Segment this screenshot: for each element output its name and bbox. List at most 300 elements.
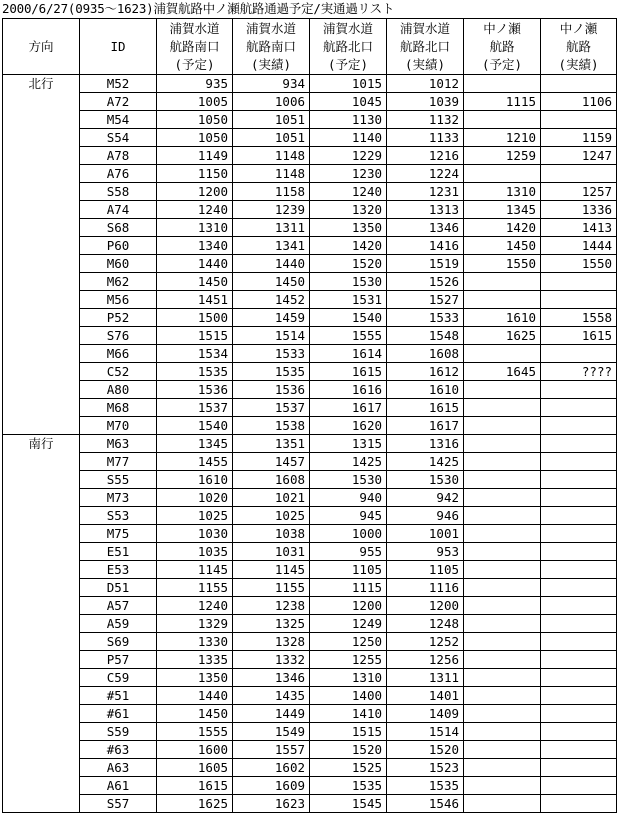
table-row [3, 471, 617, 489]
time-cell: 1555 [157, 723, 233, 741]
table-body [3, 75, 617, 813]
time-cell [464, 705, 541, 723]
time-cell [541, 111, 617, 129]
time-cell: 1540 [157, 417, 233, 435]
time-cell: 1536 [233, 381, 310, 399]
id-cell: M52 [80, 75, 157, 93]
header-uraga-north-actual [387, 19, 464, 75]
time-cell: 1320 [310, 201, 387, 219]
time-cell: 1015 [310, 75, 387, 93]
time-cell [541, 291, 617, 309]
time-cell: 1050 [157, 111, 233, 129]
table-row [3, 489, 617, 507]
time-cell [464, 669, 541, 687]
time-cell [464, 453, 541, 471]
time-cell: 1602 [233, 759, 310, 777]
time-cell: 1617 [387, 417, 464, 435]
table-row [3, 741, 617, 759]
table-row [3, 579, 617, 597]
time-cell: 935 [157, 75, 233, 93]
time-cell [464, 345, 541, 363]
id-cell: S54 [80, 129, 157, 147]
time-cell: 1216 [387, 147, 464, 165]
table-row [3, 237, 617, 255]
time-cell: 1608 [233, 471, 310, 489]
time-cell [464, 471, 541, 489]
time-cell: 1531 [310, 291, 387, 309]
page-title: 2000/6/27(0935～1623)浦賀航路中ノ瀬航路通過予定/実通過リスト [2, 1, 395, 16]
time-cell: 1420 [310, 237, 387, 255]
table-row [3, 111, 617, 129]
time-cell: 1440 [157, 255, 233, 273]
time-cell: 1051 [233, 129, 310, 147]
header-uraga-south-plan [157, 19, 233, 75]
id-cell: M73 [80, 489, 157, 507]
time-cell [464, 615, 541, 633]
time-cell: 1105 [310, 561, 387, 579]
id-cell: A76 [80, 165, 157, 183]
time-cell: 1435 [233, 687, 310, 705]
time-cell [464, 687, 541, 705]
time-cell: 1444 [541, 237, 617, 255]
time-cell [541, 417, 617, 435]
time-cell [464, 111, 541, 129]
time-cell: 1500 [157, 309, 233, 327]
time-cell [541, 795, 617, 813]
table-row [3, 345, 617, 363]
time-cell: 1051 [233, 111, 310, 129]
time-cell: 1401 [387, 687, 464, 705]
time-cell [464, 651, 541, 669]
time-cell: 1425 [387, 453, 464, 471]
time-cell: 1200 [310, 597, 387, 615]
time-cell: 1145 [233, 561, 310, 579]
table-row [3, 525, 617, 543]
id-cell: M70 [80, 417, 157, 435]
id-cell: M75 [80, 525, 157, 543]
time-cell: 1615 [387, 399, 464, 417]
time-cell: 1039 [387, 93, 464, 111]
time-cell: 1248 [387, 615, 464, 633]
time-cell: 1224 [387, 165, 464, 183]
time-cell: 1409 [387, 705, 464, 723]
id-cell: A72 [80, 93, 157, 111]
time-cell: 1038 [233, 525, 310, 543]
table-row [3, 183, 617, 201]
table-row [3, 417, 617, 435]
time-cell: 1548 [387, 327, 464, 345]
time-cell: 1538 [233, 417, 310, 435]
time-cell: 1030 [157, 525, 233, 543]
time-cell [541, 615, 617, 633]
time-cell: 1526 [387, 273, 464, 291]
time-cell: 1200 [157, 183, 233, 201]
header-line: 航路 [565, 38, 591, 54]
time-cell: 1609 [233, 777, 310, 795]
time-cell: 1450 [464, 237, 541, 255]
time-cell: 1533 [387, 309, 464, 327]
time-cell [464, 273, 541, 291]
time-cell: 1614 [310, 345, 387, 363]
time-cell: 1523 [387, 759, 464, 777]
time-cell: 945 [310, 507, 387, 525]
id-cell: S76 [80, 327, 157, 345]
time-cell: 1535 [310, 777, 387, 795]
time-cell: 1045 [310, 93, 387, 111]
time-cell: 1550 [541, 255, 617, 273]
header-line: 航路南口 [169, 38, 220, 54]
header-line: 航路 [489, 38, 515, 54]
id-cell: S69 [80, 633, 157, 651]
time-cell: 1612 [387, 363, 464, 381]
time-cell [541, 345, 617, 363]
id-cell: P57 [80, 651, 157, 669]
time-cell [541, 759, 617, 777]
time-cell [541, 453, 617, 471]
time-cell: 955 [310, 543, 387, 561]
time-cell [541, 651, 617, 669]
time-cell [464, 291, 541, 309]
id-cell: C59 [80, 669, 157, 687]
time-cell: 1313 [387, 201, 464, 219]
time-cell: 1249 [310, 615, 387, 633]
id-cell: #51 [80, 687, 157, 705]
id-cell: E51 [80, 543, 157, 561]
time-cell: 1452 [233, 291, 310, 309]
table-row [3, 291, 617, 309]
id-cell: S57 [80, 795, 157, 813]
id-cell: A78 [80, 147, 157, 165]
time-cell: 1520 [310, 255, 387, 273]
time-cell [464, 777, 541, 795]
id-cell: E53 [80, 561, 157, 579]
id-cell: M56 [80, 291, 157, 309]
id-cell: A63 [80, 759, 157, 777]
time-cell: 1535 [233, 363, 310, 381]
time-cell: 1455 [157, 453, 233, 471]
table-row [3, 561, 617, 579]
time-cell: 1346 [387, 219, 464, 237]
time-cell [464, 507, 541, 525]
time-cell [541, 381, 617, 399]
table-row [3, 687, 617, 705]
table-row [3, 777, 617, 795]
time-cell: 1316 [387, 435, 464, 453]
table-row [3, 273, 617, 291]
direction-cell: 北行 [3, 75, 80, 435]
time-cell: 1615 [310, 363, 387, 381]
time-cell: 1515 [310, 723, 387, 741]
header-nakanose-actual [541, 19, 617, 75]
time-cell: 1459 [233, 309, 310, 327]
time-cell: 1520 [310, 741, 387, 759]
table-row [3, 75, 617, 93]
time-cell [541, 669, 617, 687]
time-cell [464, 723, 541, 741]
time-cell: 1605 [157, 759, 233, 777]
id-cell: M54 [80, 111, 157, 129]
time-cell: 1315 [310, 435, 387, 453]
time-cell: 1250 [310, 633, 387, 651]
id-cell: M77 [80, 453, 157, 471]
table-row [3, 651, 617, 669]
time-cell: 1410 [310, 705, 387, 723]
time-cell: 1025 [233, 507, 310, 525]
time-cell: 1413 [541, 219, 617, 237]
time-cell: 1616 [310, 381, 387, 399]
time-cell: 1140 [310, 129, 387, 147]
header-line: 浦賀水道 [322, 20, 373, 36]
id-cell: P60 [80, 237, 157, 255]
header-line: 浦賀水道 [245, 20, 296, 36]
time-cell: 1116 [387, 579, 464, 597]
time-cell: 1006 [233, 93, 310, 111]
id-cell: S58 [80, 183, 157, 201]
time-cell [541, 75, 617, 93]
time-cell: 1155 [157, 579, 233, 597]
time-cell [464, 525, 541, 543]
time-cell: 1025 [157, 507, 233, 525]
time-cell: 942 [387, 489, 464, 507]
time-cell: 1515 [157, 327, 233, 345]
time-cell: 1530 [310, 471, 387, 489]
time-cell: 1540 [310, 309, 387, 327]
header-line: 浦賀水道 [169, 20, 220, 36]
time-cell: 1310 [157, 219, 233, 237]
table-row [3, 705, 617, 723]
id-cell: S53 [80, 507, 157, 525]
time-cell [464, 435, 541, 453]
time-cell: 1346 [233, 669, 310, 687]
time-cell: 1450 [157, 705, 233, 723]
time-cell: 1535 [387, 777, 464, 795]
table-row [3, 255, 617, 273]
time-cell: 1546 [387, 795, 464, 813]
time-cell: 1329 [157, 615, 233, 633]
time-cell [541, 579, 617, 597]
table-row [3, 129, 617, 147]
time-cell: 1145 [157, 561, 233, 579]
id-cell: S68 [80, 219, 157, 237]
table-row [3, 795, 617, 813]
time-cell: 1440 [233, 255, 310, 273]
table-row [3, 633, 617, 651]
header-line: (予定) [481, 56, 523, 72]
time-cell: 1450 [233, 273, 310, 291]
table-row [3, 309, 617, 327]
time-cell: 1106 [541, 93, 617, 111]
header-line: 浦賀水道 [399, 20, 450, 36]
table-row [3, 381, 617, 399]
time-cell: 1341 [233, 237, 310, 255]
time-cell [541, 633, 617, 651]
table-row [3, 615, 617, 633]
time-cell: 1001 [387, 525, 464, 543]
table-row [3, 93, 617, 111]
time-cell [541, 435, 617, 453]
time-cell: ???? [541, 363, 617, 381]
time-cell [464, 759, 541, 777]
id-cell: M60 [80, 255, 157, 273]
time-cell: 1514 [387, 723, 464, 741]
time-cell: 1240 [157, 201, 233, 219]
time-cell: 1623 [233, 795, 310, 813]
time-cell: 1035 [157, 543, 233, 561]
time-cell [541, 543, 617, 561]
time-cell: 1012 [387, 75, 464, 93]
time-cell [464, 561, 541, 579]
time-cell [464, 489, 541, 507]
time-cell: 1332 [233, 651, 310, 669]
time-cell [464, 543, 541, 561]
table-row [3, 363, 617, 381]
time-cell: 1350 [310, 219, 387, 237]
time-cell [541, 705, 617, 723]
time-cell: 1451 [157, 291, 233, 309]
time-cell [541, 741, 617, 759]
time-cell: 1537 [233, 399, 310, 417]
time-cell: 1610 [387, 381, 464, 399]
time-cell [541, 723, 617, 741]
table-row [3, 435, 617, 453]
table-row [3, 723, 617, 741]
id-cell: A57 [80, 597, 157, 615]
time-cell: 1130 [310, 111, 387, 129]
time-cell: 1229 [310, 147, 387, 165]
time-cell: 1256 [387, 651, 464, 669]
table-row [3, 165, 617, 183]
time-cell: 1105 [387, 561, 464, 579]
time-cell: 1155 [233, 579, 310, 597]
time-cell [541, 687, 617, 705]
time-cell: 1535 [157, 363, 233, 381]
time-cell: 1610 [157, 471, 233, 489]
time-cell: 1005 [157, 93, 233, 111]
time-cell: 1132 [387, 111, 464, 129]
time-cell: 1159 [541, 129, 617, 147]
direction-cell: 南行 [3, 435, 80, 813]
time-cell: 1335 [157, 651, 233, 669]
time-cell: 1615 [157, 777, 233, 795]
table-row [3, 201, 617, 219]
time-cell: 1530 [310, 273, 387, 291]
header-line: (予定) [327, 56, 369, 72]
time-cell: 1608 [387, 345, 464, 363]
header-line: 航路南口 [245, 38, 296, 54]
id-cell: M62 [80, 273, 157, 291]
time-cell: 1345 [157, 435, 233, 453]
id-cell: M66 [80, 345, 157, 363]
time-cell: 1351 [233, 435, 310, 453]
id-cell: A74 [80, 201, 157, 219]
time-cell: 1330 [157, 633, 233, 651]
time-cell: 1000 [310, 525, 387, 543]
table-row [3, 147, 617, 165]
time-cell: 1210 [464, 129, 541, 147]
header-line: 中ノ瀬 [483, 20, 521, 36]
header-line: (実績) [404, 56, 446, 72]
time-cell: 1615 [541, 327, 617, 345]
id-cell: P52 [80, 309, 157, 327]
time-cell [464, 165, 541, 183]
time-cell: 1310 [310, 669, 387, 687]
header-line: 中ノ瀬 [559, 20, 598, 36]
time-cell: 1425 [310, 453, 387, 471]
table-row [3, 327, 617, 345]
time-cell: 1449 [233, 705, 310, 723]
time-cell: 1336 [541, 201, 617, 219]
time-cell: 1200 [387, 597, 464, 615]
time-cell: 1530 [387, 471, 464, 489]
time-cell: 1520 [387, 741, 464, 759]
time-cell [464, 381, 541, 399]
header-line: 航路北口 [399, 38, 450, 54]
time-cell: 1534 [157, 345, 233, 363]
id-cell: A61 [80, 777, 157, 795]
time-cell [464, 741, 541, 759]
time-cell: 1328 [233, 633, 310, 651]
transit-table [2, 18, 617, 813]
time-cell: 1536 [157, 381, 233, 399]
time-cell: 1345 [464, 201, 541, 219]
id-cell: C52 [80, 363, 157, 381]
time-cell: 1457 [233, 453, 310, 471]
time-cell: 1230 [310, 165, 387, 183]
header-line: 航路北口 [322, 38, 373, 54]
time-cell: 1533 [233, 345, 310, 363]
time-cell: 1149 [157, 147, 233, 165]
time-cell: 1259 [464, 147, 541, 165]
time-cell: 1416 [387, 237, 464, 255]
id-cell: D51 [80, 579, 157, 597]
time-cell: 1133 [387, 129, 464, 147]
time-cell: 1555 [310, 327, 387, 345]
time-cell [541, 399, 617, 417]
table-row [3, 543, 617, 561]
time-cell [464, 417, 541, 435]
table-row [3, 507, 617, 525]
time-cell: 1350 [157, 669, 233, 687]
time-cell: 1420 [464, 219, 541, 237]
time-cell: 1550 [464, 255, 541, 273]
time-cell: 1050 [157, 129, 233, 147]
time-cell: 1252 [387, 633, 464, 651]
time-cell: 1340 [157, 237, 233, 255]
header-line: (実績) [250, 56, 292, 72]
table-header [3, 19, 617, 75]
time-cell: 1255 [310, 651, 387, 669]
time-cell: 1400 [310, 687, 387, 705]
time-cell [464, 633, 541, 651]
time-cell [541, 507, 617, 525]
time-cell: 1021 [233, 489, 310, 507]
id-cell: #61 [80, 705, 157, 723]
id-cell: #63 [80, 741, 157, 759]
time-cell [541, 471, 617, 489]
id-cell: S59 [80, 723, 157, 741]
time-cell [464, 597, 541, 615]
time-cell: 1240 [157, 597, 233, 615]
time-cell: 1519 [387, 255, 464, 273]
time-cell: 1239 [233, 201, 310, 219]
header-id: ID [80, 19, 157, 75]
header-line: (予定) [174, 56, 215, 72]
time-cell: 946 [387, 507, 464, 525]
time-cell [541, 273, 617, 291]
time-cell: 1625 [157, 795, 233, 813]
time-cell: 1549 [233, 723, 310, 741]
time-cell: 1620 [310, 417, 387, 435]
